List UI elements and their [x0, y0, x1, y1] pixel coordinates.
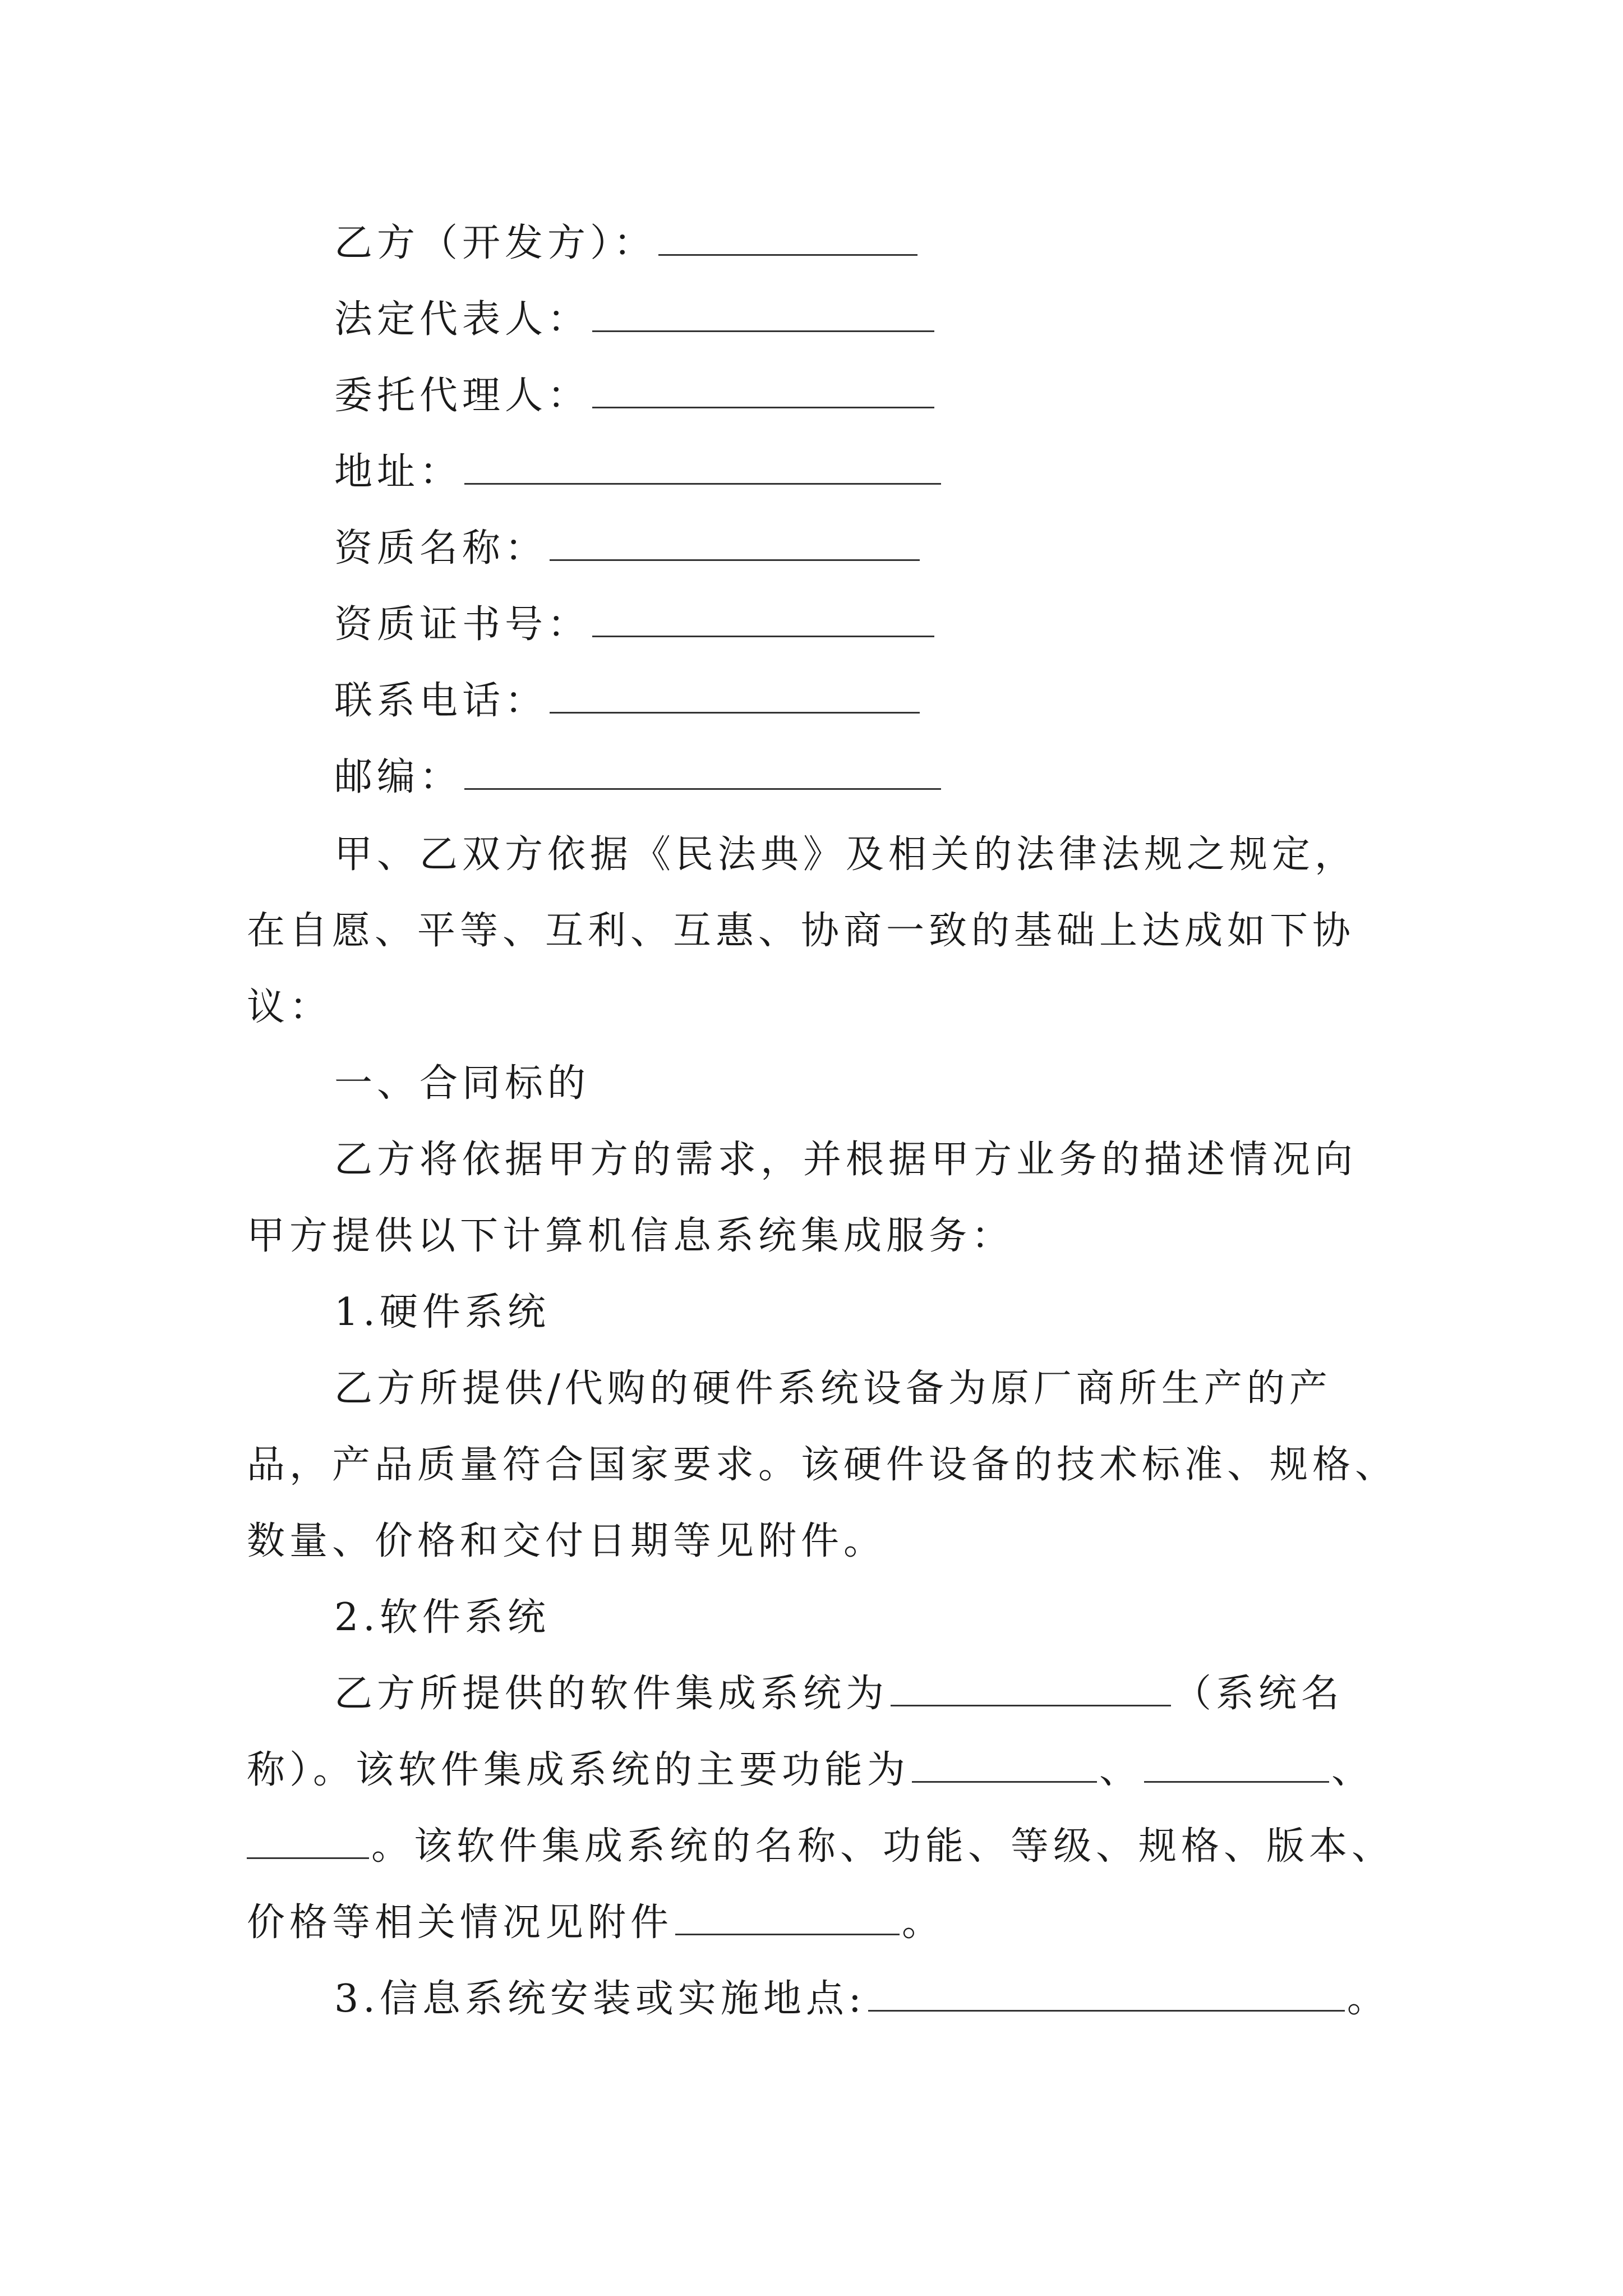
- software-line-2-sep: 、: [1099, 1748, 1142, 1792]
- software-line-4: [247, 1901, 944, 1945]
- phone-label: 联系电话：: [334, 679, 548, 723]
- software-line-4-end: 。: [902, 1901, 945, 1945]
- party-b-name-blank[interactable]: [658, 222, 917, 256]
- section-1-heading: 一、合同标的: [334, 1061, 591, 1106]
- software-line-1: [334, 1672, 1344, 1717]
- software-line-1-end: （系统名: [1173, 1672, 1344, 1716]
- hardware-line-2: 品，产品质量符合国家要求。该硬件设备的技术标准、规格、: [247, 1443, 1398, 1487]
- software-line-3-end: 。该软件集成系统的名称、功能、等级、规格、版本、: [371, 1824, 1395, 1869]
- phone-blank[interactable]: [550, 679, 920, 714]
- certificate-no-row: [334, 602, 937, 647]
- software-line-4-start: 价格等相关情况见附件: [247, 1901, 674, 1945]
- software-line-2: [247, 1748, 1374, 1793]
- certificate-no-blank[interactable]: [592, 603, 934, 637]
- address-row: [334, 450, 943, 495]
- legal-rep-label: 法定代表人：: [334, 297, 591, 342]
- preamble-line-1: 甲、乙双方依据《民法典》及相关的法律法规之规定，: [334, 832, 1358, 877]
- section-1-intro-line-1: 乙方将依据甲方的需求，并根据甲方业务的描述情况向: [334, 1138, 1358, 1182]
- software-line-2-end: 、: [1331, 1748, 1375, 1792]
- hardware-line-1: 乙方所提供/代购的硬件系统设备为原厂商所生产的产: [334, 1366, 1332, 1411]
- agent-label: 委托代理人：: [334, 374, 591, 418]
- installation-location-row: [334, 1977, 1390, 2022]
- main-function-blank-2[interactable]: [1144, 1749, 1329, 1783]
- section-1-intro-line-2: 甲方提供以下计算机信息系统集成服务：: [247, 1214, 1015, 1258]
- main-function-blank-3[interactable]: [247, 1825, 369, 1859]
- hardware-line-3: 数量、价格和交付日期等见附件。: [247, 1519, 887, 1563]
- address-label: 地址：: [334, 450, 463, 494]
- installation-location-end: 。: [1347, 1977, 1390, 2021]
- attachment-blank[interactable]: [675, 1901, 900, 1935]
- postcode-label: 邮编：: [334, 755, 463, 799]
- software-line-3: [247, 1824, 1394, 1869]
- main-function-blank-1[interactable]: [912, 1749, 1097, 1783]
- software-line-1-start: 乙方所提供的软件集成系统为: [334, 1672, 889, 1716]
- preamble-line-3: 议：: [247, 985, 333, 1029]
- party-b-name-row: [334, 221, 920, 266]
- party-b-name-label: 乙方（开发方）：: [334, 221, 657, 265]
- certificate-no-label: 资质证书号：: [334, 602, 591, 647]
- legal-rep-row: [334, 297, 937, 342]
- address-blank[interactable]: [464, 450, 941, 485]
- qualification-name-blank[interactable]: [550, 527, 920, 561]
- qualification-name-row: [334, 526, 922, 571]
- software-heading: 2.软件系统: [334, 1595, 550, 1640]
- software-line-2-start: 称）。该软件集成系统的主要功能为: [247, 1748, 910, 1792]
- agent-blank[interactable]: [592, 374, 934, 408]
- installation-location-blank[interactable]: [868, 1977, 1345, 2012]
- system-name-blank[interactable]: [891, 1672, 1171, 1706]
- phone-row: [334, 679, 922, 724]
- installation-location-label: 3.信息系统安装或实施地点:: [334, 1977, 866, 2021]
- postcode-blank[interactable]: [464, 756, 941, 790]
- qualification-name-label: 资质名称：: [334, 526, 548, 570]
- agent-row: [334, 374, 937, 418]
- postcode-row: [334, 755, 943, 800]
- preamble-line-2: 在自愿、平等、互利、互惠、协商一致的基础上达成如下协: [247, 909, 1355, 953]
- legal-rep-blank[interactable]: [592, 298, 934, 332]
- hardware-heading: 1.硬件系统: [334, 1290, 550, 1335]
